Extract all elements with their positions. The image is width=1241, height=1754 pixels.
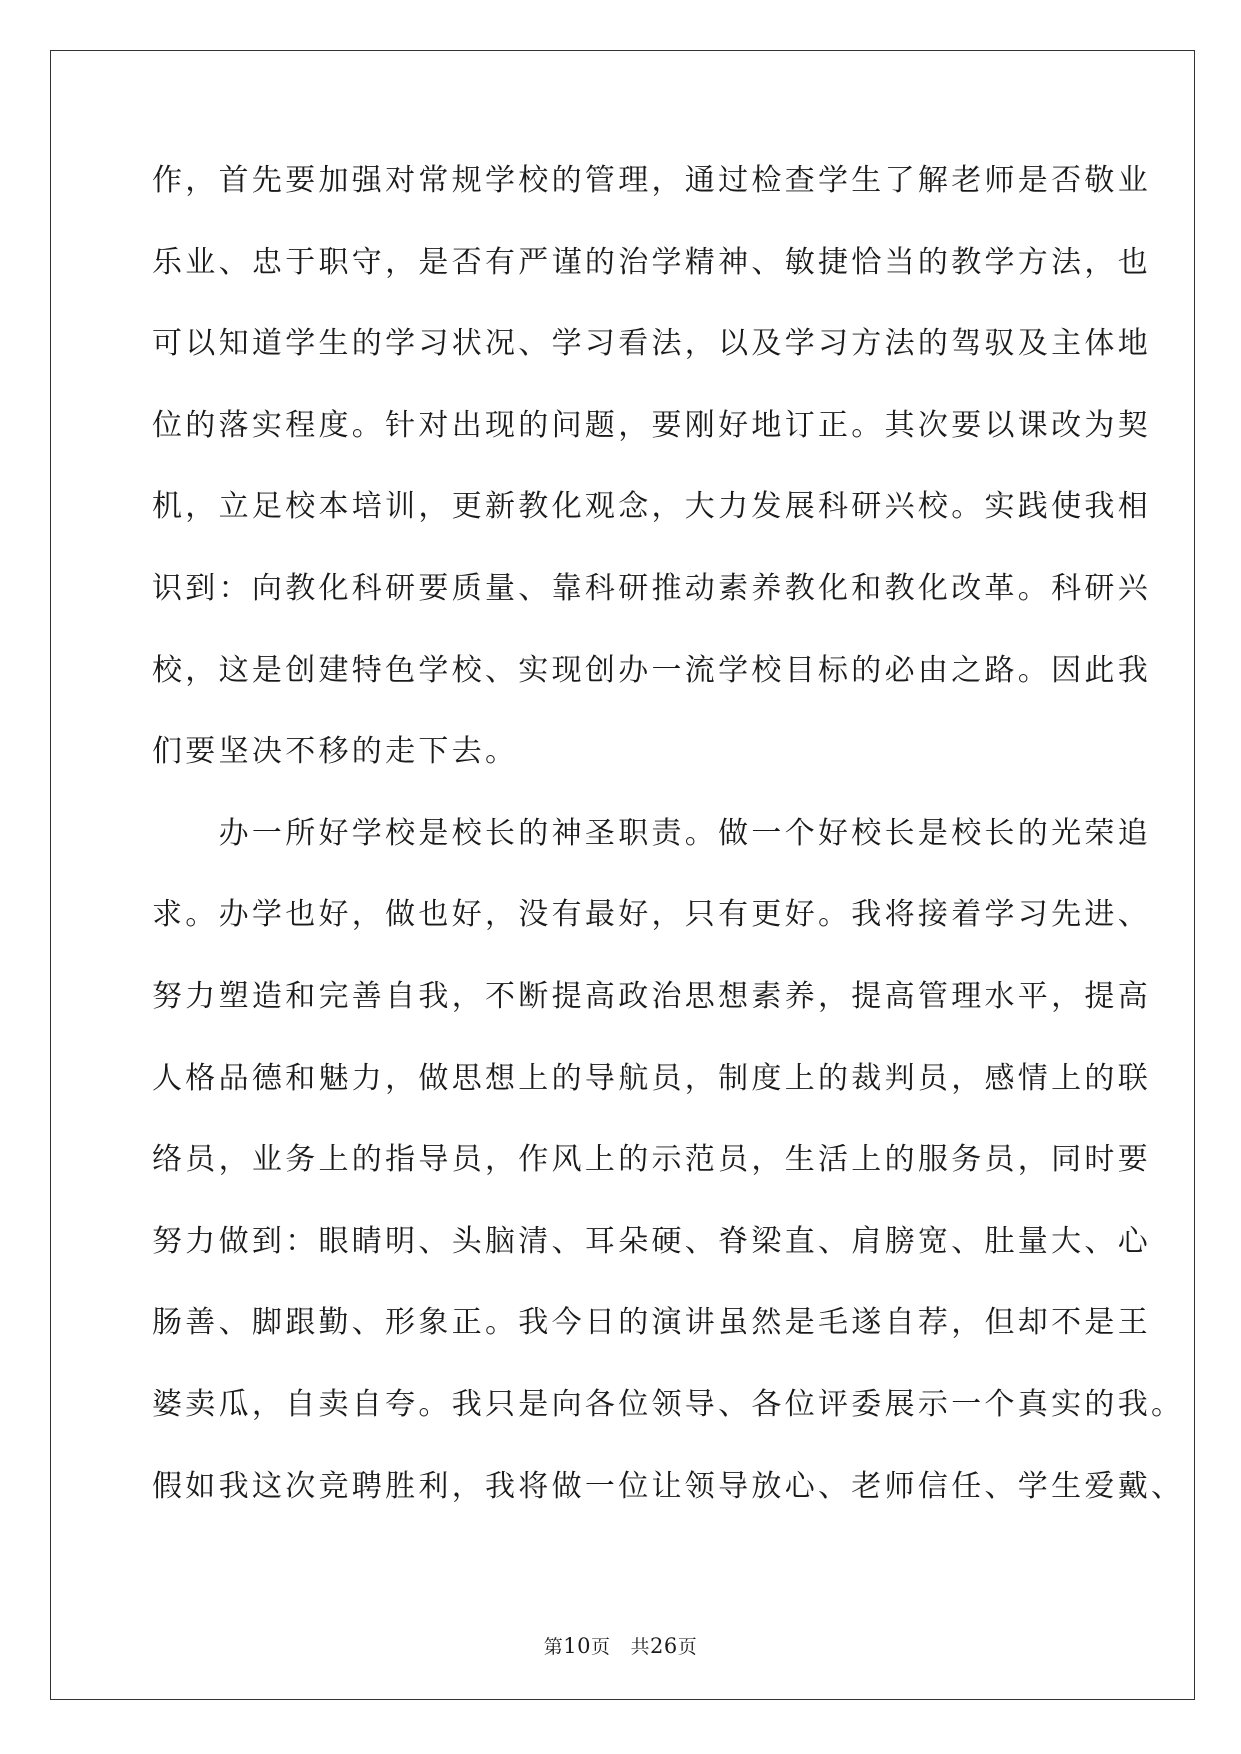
text-line: 们要坚决不移的走下去。	[152, 734, 519, 770]
text-line: 作，首先要加强对常规学校的管理，通过检查学生了解老师是否敬业	[152, 163, 1151, 198]
text-line: 人格品德和魅力，做思想上的导航员，制度上的裁判员，感情上的联	[152, 1060, 1151, 1096]
page-suffix: 页	[590, 1636, 611, 1658]
text-line: 位的落实程度。针对出现的问题，要刚好地订正。其次要以课改为契	[152, 407, 1151, 443]
text-line: 识到：向教化科研要质量、靠科研推动素养教化和教化改革。科研兴	[152, 570, 1151, 606]
text-line: 机，立足校本培训，更新教化观念，大力发展科研兴校。实践使我相	[152, 489, 1151, 525]
page-number: 10	[563, 1634, 591, 1658]
text-line: 可以知道学生的学习状况、学习看法，以及学习方法的驾驭及主体地	[152, 326, 1151, 362]
text-line: 求。办学也好，做也好，没有最好，只有更好。我将接着学习先进、	[152, 897, 1151, 933]
text-line: 校，这是创建特色学校、实现创办一流学校目标的必由之路。因此我	[152, 652, 1151, 688]
total-suffix: 页	[677, 1636, 698, 1658]
page-prefix: 第	[543, 1636, 564, 1658]
text-line: 努力塑造和完善自我，不断提高政治思想素养，提高管理水平，提高	[152, 978, 1151, 1014]
text-line: 乐业、忠于职守，是否有严谨的治学精神、敏捷恰当的教学方法，也	[152, 244, 1151, 280]
text-line: 努力做到：眼睛明、头脑清、耳朵硬、脊梁直、肩膀宽、肚量大、心	[152, 1223, 1151, 1259]
total-pages: 26	[650, 1634, 678, 1658]
text-line: 络员，业务上的指导员，作风上的示范员，生活上的服务员，同时要	[152, 1142, 1151, 1178]
text-line: 婆卖瓜，自卖自夸。我只是向各位领导、各位评委展示一个真实的我。	[152, 1386, 1185, 1422]
text-line: 假如我这次竞聘胜利，我将做一位让领导放心、老师信任、学生爱戴、	[152, 1468, 1185, 1504]
document-body	[152, 162, 1185, 1549]
total-prefix: 共	[630, 1636, 651, 1658]
text-line: 肠善、脚跟勤、形象正。我今日的演讲虽然是毛遂自荐，但却不是王	[152, 1305, 1151, 1341]
page-footer	[0, 1632, 1241, 1659]
text-line: 办一所好学校是校长的神圣职责。做一个好校长是校长的光荣追	[152, 815, 1151, 851]
